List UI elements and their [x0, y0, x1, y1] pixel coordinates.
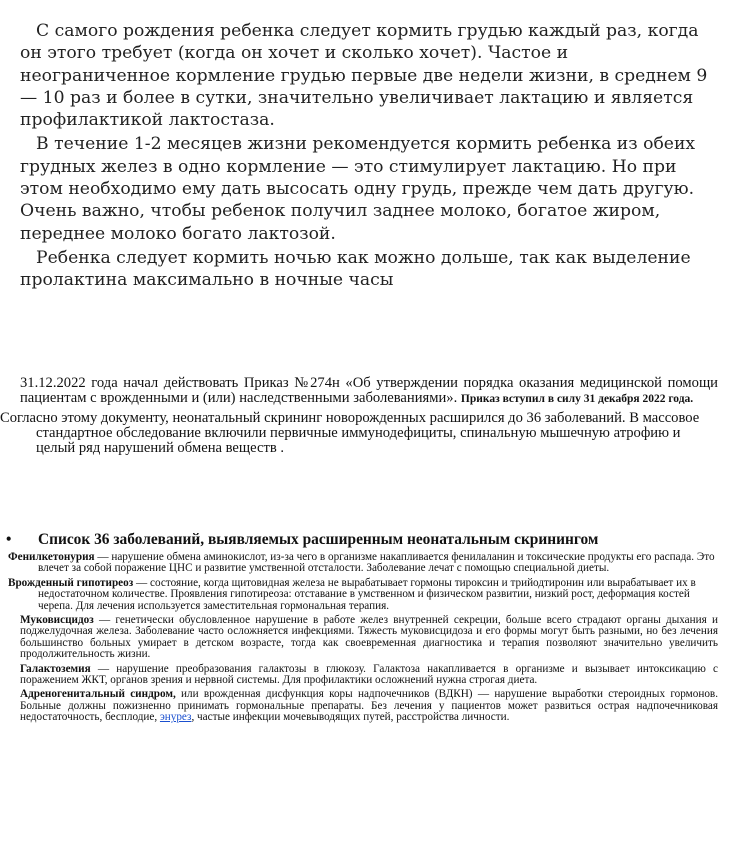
disease-description: — состояние, когда щитовидная железа не вырабатывает гормоны тироксин и трийодтиронин или вырабатывает их в недостаточном количестве. Проявления гипотиреоза: отставание в умственном и физическом развитии, низкий рост, деформация костей черепа. Для лечения используется заместительная гормональная терапия. — [38, 576, 696, 612]
disease-list-header — [6, 531, 726, 551]
disease-description: или врожденная дисфункция коры надпочечников (ВДКН) — нарушение выработки стероидных гормонов. Больные должны пожизненно принимать гормональные препараты. Без лечения у пациентов может развиться острая надпочечниковая недостаточность, бесплодие, — [20, 688, 718, 724]
list-item — [8, 664, 718, 687]
order-effective-note: Приказ вступил в силу 31 декабря 2022 года. — [460, 393, 694, 405]
disease-list — [8, 552, 718, 724]
order-section — [0, 376, 718, 456]
disease-description: — нарушение обмена аминокислот, из-за чего в организме накапливается фенилаланин и токсические продукты его распада. Это влечет за собой поражение ЦНС и развитие умственной отсталости. Заболевание лечат с помощью специальной диеты. — [38, 551, 715, 575]
paragraph-night-feeding: Ребенка следует кормить ночью как можно дольше, так как выделение пролактина максимально в ночные часы — [20, 247, 691, 291]
breastfeeding-section — [20, 20, 720, 292]
list-item — [8, 552, 718, 575]
disease-description: — нарушение преобразования галактозы в глюкозу. Галактоза накапливается в организме и вызывает интоксикацию с поражением ЖКТ, органов зрения и нервной системы. Для профилактики осложнений нужна строгая диета. — [20, 662, 718, 687]
order-text: 31.12.2022 года начал действовать Приказ №274н «Об утверждении порядка оказания медицинской помощи пациентам с врожденными и (или) наследственными заболеваниями». — [20, 375, 718, 406]
disease-term: Галактоземия — [20, 662, 91, 675]
list-item — [8, 615, 718, 661]
screening-paragraph: Согласно этому документу, неонатальный скрининг новорожденных расширился до 36 заболеваний. В массовое стандартное обследование включили первичные иммунодефициты, спинальную мышечную атрофию и целый ряд нарушений обмена веществ . — [0, 410, 700, 456]
enuresis-link[interactable]: энурез — [159, 711, 192, 724]
disease-term: Адреногенитальный синдром, — [20, 688, 176, 701]
paragraph-feeding-on-demand: С самого рождения ребенка следует кормить грудью каждый раз, когда он этого требует (когда он хочет и сколько хочет). Частое и неограниченное кормление грудью первые две недели жизни, в среднем 9 — 10 раз и более в сутки, значительно увеличивает лактацию и является профилактикой лактостаза. — [20, 21, 708, 131]
disease-description: — генетически обусловленное нарушение в работе желез внутренней секреции, больше всего страдают органы дыхания и поджелудочная железа. Заболевание часто осложняется инфекциями. Тяжесть муковисцидоза и его формы могут быть разными, но без лечения большинство больных умирает в детском возрасте, тогда как своевременная диагностика и терапия позволяют значительно увеличить продолжительность жизни. — [20, 614, 718, 661]
list-item — [8, 578, 718, 612]
paragraph-both-breasts: В течение 1-2 месяцев жизни рекомендуется кормить ребенка из обеих грудных желез в одно кормление — это стимулирует лактацию. Но при этом необходимо ему дать высосать одну грудь, прежде чем дать другую. Очень важно, чтобы ребенок получил заднее молоко, богатое жиром, переднее молоко богато лактозой. — [20, 134, 696, 244]
disease-term: Врожденный гипотиреоз — [8, 576, 134, 589]
disease-term: Фенилкетонурия — [8, 551, 95, 563]
disease-list-title: Список 36 заболеваний, выявляемых расширенным неонатальным скринингом — [38, 531, 599, 548]
order-paragraph — [0, 376, 718, 407]
disease-term: Муковисцидоз — [20, 614, 94, 627]
bullet-marker: • — [6, 531, 12, 548]
list-item — [8, 689, 718, 723]
disease-description-tail: , частые инфекции мочевыводящих путей, расстройства личности. — [191, 711, 510, 724]
